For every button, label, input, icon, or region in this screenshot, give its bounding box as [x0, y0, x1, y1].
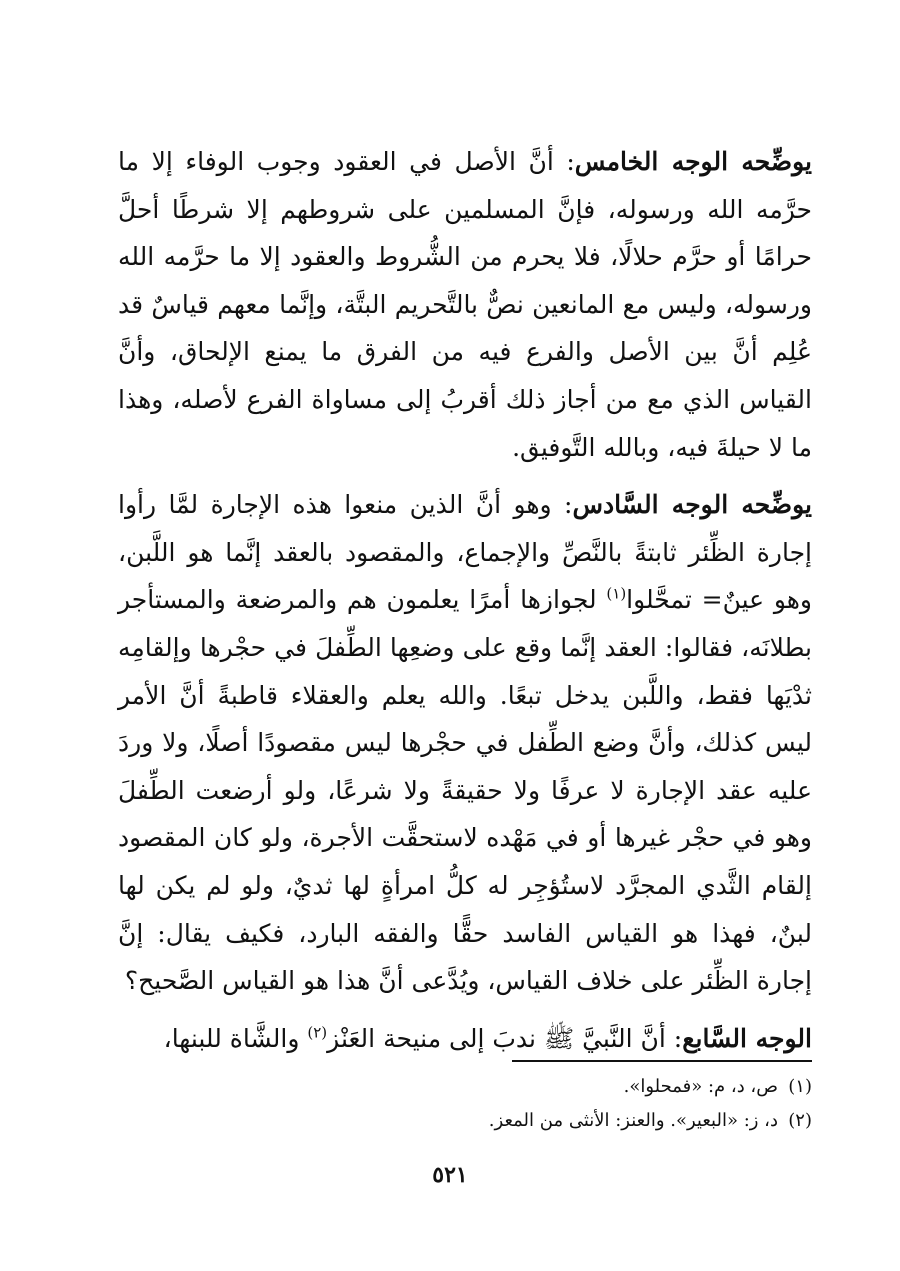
paragraph-body: : أنَّ الأصل في العقود وجوب الوفاء إلا ما حرَّمه الله ورسوله، فإنَّ المسلمين على شروطهم إلا شرطًا أحلَّ حرامًا أو حرَّم حلالًا، فلا يحرم من الشُّروط والعقود إلا ما حرَّمه الله ورسوله، وليس مع المانعين نصٌّ بالتَّحريم البتَّة، وإنَّما معهم قياسٌ قد عُلِم أنَّ بين الأصل والفرع فيه من الفرق ما يمنع الإلحاق، وأنَّ القياس الذي مع من أجاز ذلك أقربُ إلى مساواة الفرع لأصله، وهذا ما لا حيلةَ فيه، وبالله التَّوفيق. [118, 147, 812, 462]
footnotes [118, 1070, 812, 1138]
footnote-number: (١) [788, 1076, 812, 1097]
footnote-ref-2[interactable]: (٢) [307, 1023, 328, 1042]
paragraph-heading: يوضِّحه الوجه الخامس [574, 147, 813, 176]
footnote-text: ص، د، م: «فمحلوا». [623, 1076, 778, 1097]
paragraph-seventh-aspect [118, 1015, 812, 1063]
page-number: ٥٢١ [432, 1162, 468, 1188]
paragraph-sixth-aspect [118, 481, 812, 1005]
paragraph-body: : أنَّ النَّبيَّ ﷺ ندبَ إلى منيحة العَنْز [327, 1023, 683, 1053]
paragraph-fifth-aspect [118, 138, 812, 471]
footnote-item [118, 1104, 812, 1138]
footnote-ref-1[interactable]: (١) [606, 585, 627, 604]
footnote-text: د، ز: «البعير». والعنز: الأنثى من المعز. [488, 1110, 778, 1131]
paragraph-heading: يوضِّحه الوجه السَّادس [572, 490, 812, 520]
paragraph-body-continued: والشَّاة للبنها، [163, 1023, 308, 1053]
footnote-divider [512, 1060, 812, 1062]
paragraph-body: : وهو أنَّ الذين منعوا هذه الإجارة لمَّا رأوا إجارة الظِّئر ثابتةً بالنَّصِّ والإجماع، والمقصود بالعقد إنَّما هو اللَّبن، وهو عينٌ= تمحَّلوا [118, 490, 812, 615]
footnote-number: (٢) [788, 1110, 812, 1131]
paragraph-body-continued: لجوازها أمرًا يعلمون هم والمرضعة والمستأجر بطلانَه، فقالوا: العقد إنَّما وقع على وضعِها الطِّفلَ في حجْرها وإلقامِه ثدْيَها فقط، واللَّبن يدخل تبعًا. والله يعلم والعقلاء قاطبةً أنَّ الأمر ليس كذلك، وأنَّ وضع الطِّفل في حجْرها ليس مقصودًا أصلًا، ولا وردَ عليه عقد الإجارة لا عرفًا ولا حقيقةً ولا شرعًا، ولو أرضعت الطِّفلَ وهو في حجْر غيرها أو في مَهْده لاستحقَّت الأجرة، ولو كان المقصود إلقام الثَّدي المجرَّد لاستُؤجِر له كلُّ امرأةٍ لها ثديٌ، ولو لم يكن لها لبنٌ، فهذا هو القياس الفاسد حقًّا والفقه البارد، فكيف يقال: إنَّ إجارة الظِّئر على خلاف القياس، ويُدَّعى أنَّ هذا هو القياس الصَّحيح؟ [118, 585, 812, 996]
paragraph-heading: الوجه السَّابع [682, 1023, 812, 1053]
main-text [118, 138, 812, 1062]
footnote-item [118, 1070, 812, 1104]
